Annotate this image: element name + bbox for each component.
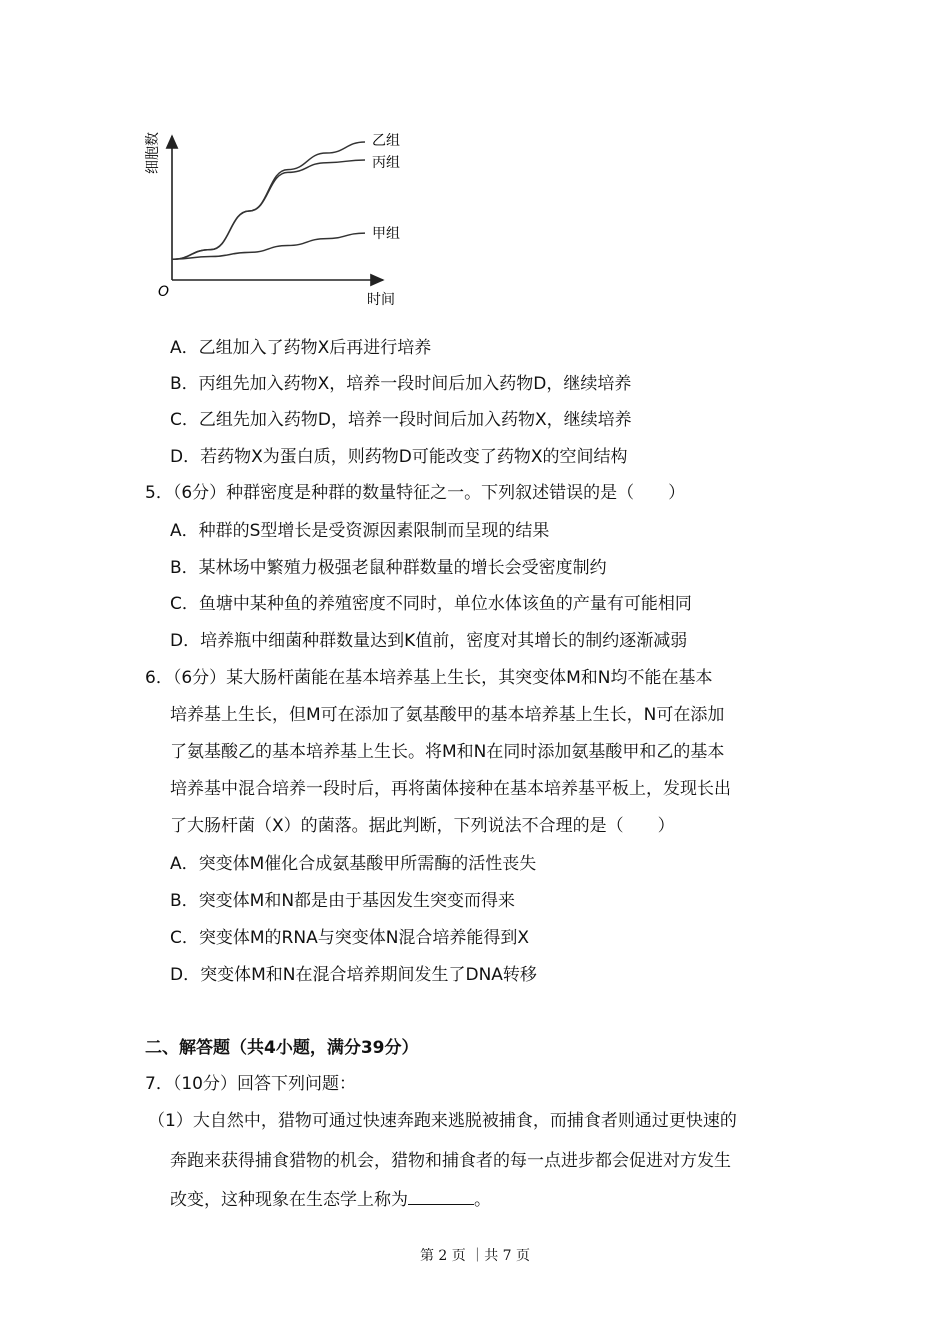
q6-stem-line5: 了大肠杆菌（X）的菌落。据此判断，下列说法不合理的是（ ）	[170, 816, 675, 836]
q5-option-b: B．某林场中繁殖力极强老鼠种群数量的增长会受密度制约	[170, 558, 607, 578]
series-line-1	[172, 142, 365, 259]
y-axis-label: 细胞数	[145, 132, 161, 174]
answer-blank[interactable]	[408, 1188, 474, 1205]
q7-part1-line1: （1）大自然中，猎物可通过快速奔跑来逃脱被捕食，而捕食者则通过更快速的	[148, 1111, 737, 1131]
q6-stem-line1: 6．（6分）某大肠杆菌能在基本培养基上生长，其突变体M和N均不能在基本	[145, 668, 713, 688]
origin-label: O	[158, 284, 170, 300]
q7-part1-line2: 奔跑来获得捕食猎物的机会，猎物和捕食者的每一点进步都会促进对方发生	[170, 1151, 731, 1171]
q7-stem: 7．（10分）回答下列问题：	[145, 1074, 356, 1094]
x-axis-label: 时间	[367, 292, 395, 308]
q6-option-b: B．突变体M和N都是由于基因发生突变而得来	[170, 891, 516, 911]
page-footer: 第 2 页 ｜共 7 页	[419, 1248, 531, 1264]
q6-option-d: D．突变体M和N在混合培养期间发生了DNA转移	[170, 965, 537, 985]
q7-part1-line3	[170, 1188, 491, 1211]
q4-option-a: A．乙组加入了药物X后再进行培养	[170, 338, 432, 358]
q5-option-d: D．培养瓶中细菌种群数量达到K值前，密度对其增长的制约逐渐减弱	[170, 631, 688, 651]
series-line-2	[172, 160, 365, 259]
q6-option-c: C．突变体M的RNA与突变体N混合培养能得到X	[170, 928, 530, 948]
q7-part1-text: 改变，这种现象在生态学上称为	[170, 1190, 408, 1210]
q6-option-a: A．突变体M催化合成氨基酸甲所需酶的活性丧失	[170, 854, 537, 874]
growth-chart	[145, 128, 405, 308]
series-label-1: 乙组	[372, 133, 400, 149]
q6-stem-line2: 培养基上生长，但M可在添加了氨基酸甲的基本培养基上生长，N可在添加	[170, 705, 725, 725]
q6-stem-line4: 培养基中混合培养一段时后，再将菌体接种在基本培养基平板上，发现长出	[170, 779, 731, 799]
q5-option-a: A．种群的S型增长是受资源因素限制而呈现的结果	[170, 521, 550, 541]
series-label-2: 丙组	[372, 154, 400, 171]
q4-option-c: C．乙组先加入药物D，培养一段时间后加入药物X，继续培养	[170, 410, 632, 430]
section-heading: 二、解答题（共4小题，满分39分）	[145, 1038, 419, 1058]
series-label-3: 甲组	[372, 226, 400, 243]
q4-option-d: D．若药物X为蛋白质，则药物D可能改变了药物X的空间结构	[170, 447, 628, 467]
q5-stem: 5．（6分）种群密度是种群的数量特征之一。下列叙述错误的是（ ）	[145, 483, 686, 503]
q6-stem-line3: 了氨基酸乙的基本培养基上生长。将M和N在同时添加氨基酸甲和乙的基本	[170, 742, 725, 762]
q7-part1-end: 。	[474, 1190, 491, 1210]
q5-option-c: C．鱼塘中某种鱼的养殖密度不同时，单位水体该鱼的产量有可能相同	[170, 594, 692, 614]
q4-option-b: B．丙组先加入药物X，培养一段时间后加入药物D，继续培养	[170, 374, 632, 394]
series-line-3	[172, 233, 365, 259]
